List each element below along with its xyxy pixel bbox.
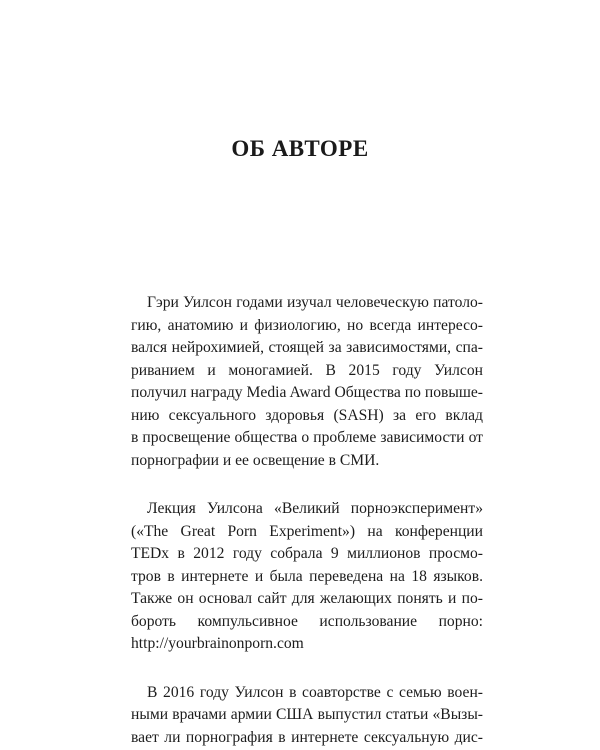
text-line: получил награду Media Award Общества по повыше- <box>131 384 483 401</box>
text-line: ными врачами армии США выпустил статьи «Вызы- <box>131 706 483 723</box>
text-line: Также он основал сайт для желающих понять и по- <box>131 590 483 607</box>
text-line: нию сексуального здоровья (SASH) за его вклад <box>131 406 483 424</box>
paragraph-1 <box>131 292 483 472</box>
body-text <box>131 292 483 750</box>
text-line: («The Great Porn Experiment») на конференции <box>131 522 483 540</box>
paragraph-2 <box>131 498 483 656</box>
text-line: бороть компульсивное использование порно: <box>131 612 483 630</box>
text-line: TEDx в 2012 году собрала 9 миллионов просмо- <box>131 545 483 562</box>
text-line: Лекция Уилсона «Великий порноэксперимент» <box>147 500 483 517</box>
text-line: Гэри Уилсон годами изучал человеческую патоло- <box>147 294 483 311</box>
text-line-link: http://yourbrainonporn.com <box>131 635 304 652</box>
text-line: порнографии и ее освещение в СМИ. <box>131 451 380 469</box>
text-line: вает ли порнография в интернете сексуальную дис- <box>131 728 483 746</box>
text-line: гию, анатомию и физиологию, но всегда интересо- <box>131 316 483 334</box>
text-line: в просвещение общества о проблеме зависимости от <box>131 429 483 446</box>
page-title: ОБ АВТОРЕ <box>231 136 369 161</box>
text-line: вался нейрохимией, стоящей за зависимостями, спа- <box>131 339 483 356</box>
text-line: тров в интернете и была переведена на 18 языков. <box>131 567 483 585</box>
text-line: риванием и моногамией. В 2015 году Уилсон <box>131 361 483 379</box>
paragraph-3 <box>131 682 483 750</box>
text-line: В 2016 году Уилсон в соавторстве с семью воен- <box>147 683 483 701</box>
